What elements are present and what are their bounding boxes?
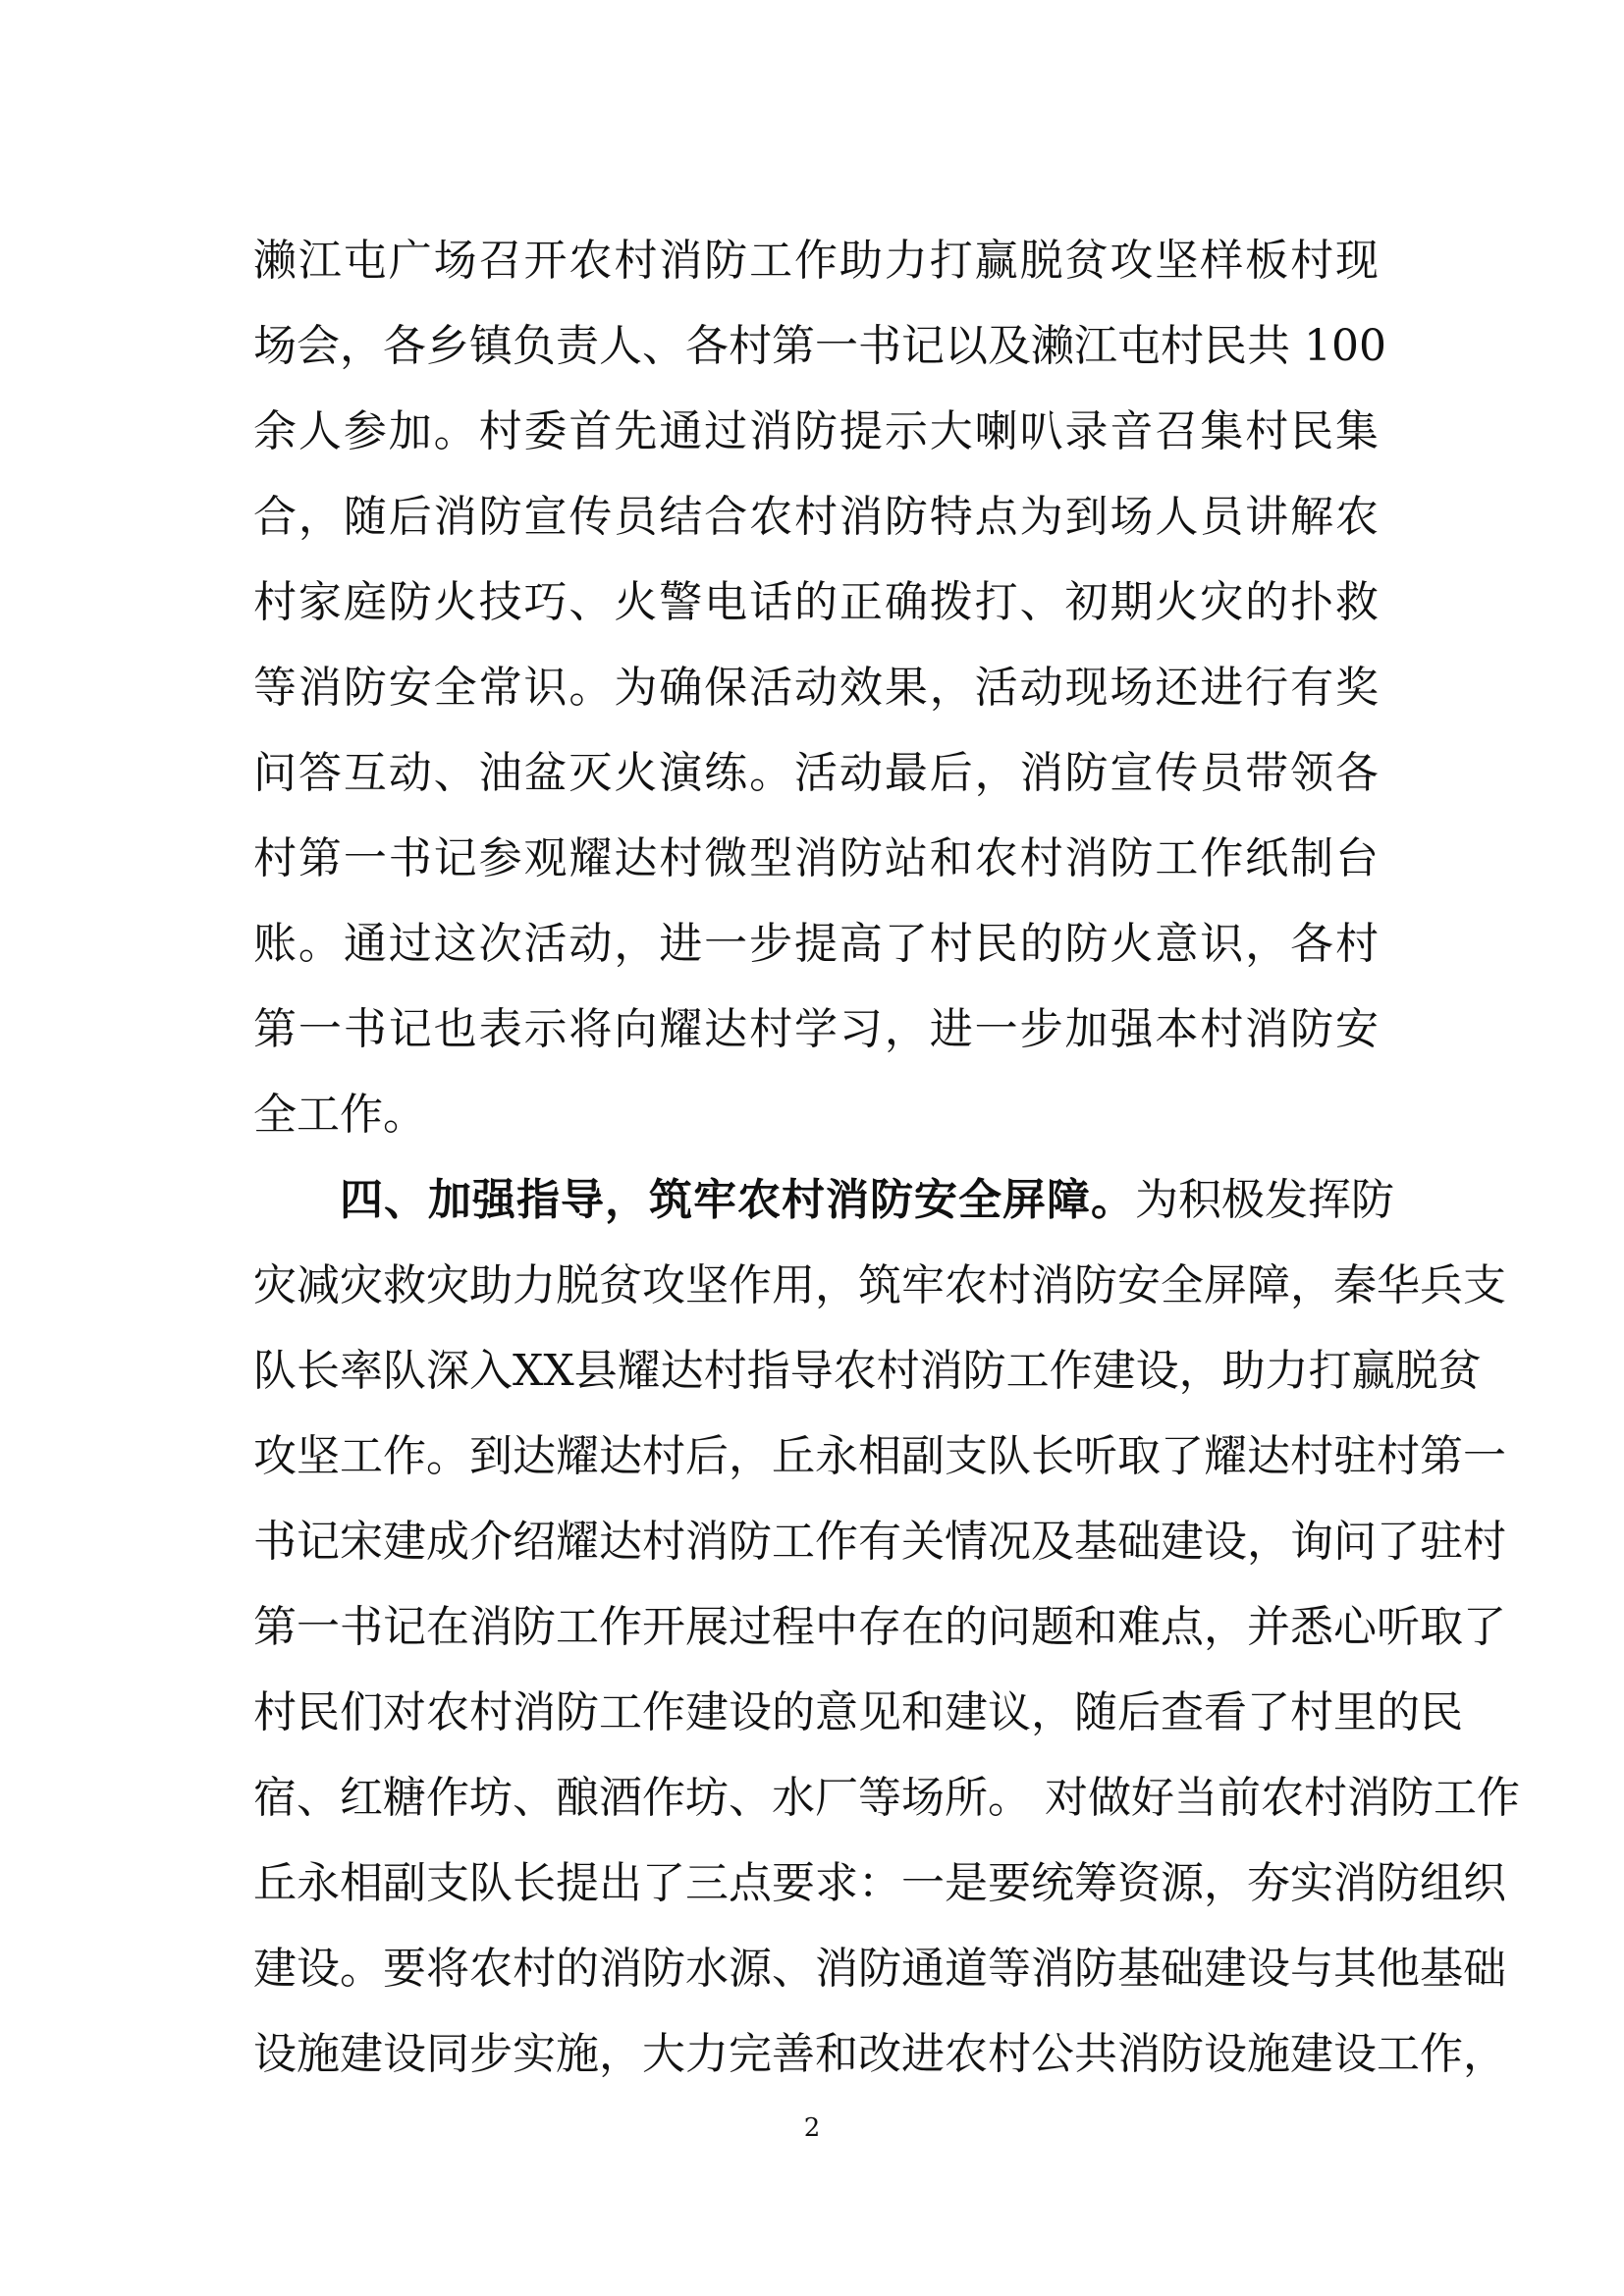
- page-number: 2: [803, 2113, 821, 2143]
- body-text: [253, 218, 1520, 2097]
- section-line: 队长率队深入XX县耀达村指导农村消防工作建设，助力打赢脱贫: [253, 1346, 1482, 1396]
- section-line: 灾减灾救灾助力脱贫攻坚作用，筑牢农村消防安全屏障，秦华兵支: [253, 1260, 1506, 1310]
- section-heading: 四、加强指导，筑牢农村消防安全屏障。: [340, 1175, 1135, 1225]
- paragraph-line: 账。通过这次活动，进一步提高了村民的防火意识，各村: [253, 919, 1379, 969]
- section-line: 书记宋建成介绍耀达村消防工作有关情况及基础建设，询问了驻村: [253, 1517, 1506, 1567]
- paragraph-line: 余人参加。村委首先通过消防提示大喇叭录音召集村民集: [253, 406, 1379, 456]
- paragraph-line: 合，随后消防宣传员结合农村消防特点为到场人员讲解农: [253, 492, 1379, 542]
- section-line: 丘永相副支队长提出了三点要求：一是要统筹资源，夯实消防组织: [253, 1858, 1506, 1908]
- section-line: 建设。要将农村的消防水源、消防通道等消防基础建设与其他基础: [253, 1944, 1506, 1994]
- section-line: 第一书记在消防工作开展过程中存在的问题和难点，并悉心听取了: [253, 1602, 1506, 1652]
- paragraph-last-line: 全工作。: [253, 1090, 426, 1140]
- paragraph-line: 村家庭防火技巧、火警电话的正确拨打、初期火灾的扑救: [253, 577, 1379, 627]
- paragraph-line: 问答互动、油盆灭火演练。活动最后，消防宣传员带领各: [253, 748, 1379, 798]
- paragraph-line: 村第一书记参观耀达村微型消防站和农村消防工作纸制台: [253, 833, 1379, 883]
- paragraph-line: 第一书记也表示将向耀达村学习，进一步加强本村消防安: [253, 1004, 1379, 1054]
- section-heading-tail: 为积极发挥防: [1135, 1175, 1394, 1225]
- paragraph-line: 濑江屯广场召开农村消防工作助力打赢脱贫攻坚样板村现: [253, 236, 1379, 286]
- paragraph-line: 场会，各乡镇负责人、各村第一书记以及濑江屯村民共 100: [253, 321, 1386, 371]
- paragraph-line: 等消防安全常识。为确保活动效果，活动现场还进行有奖: [253, 663, 1379, 713]
- section-line: 村民们对农村消防工作建设的意见和建议，随后查看了村里的民: [253, 1687, 1463, 1737]
- section-line: 攻坚工作。到达耀达村后，丘永相副支队长听取了耀达村驻村第一: [253, 1431, 1506, 1481]
- section-heading-line: [253, 1157, 1394, 1243]
- section-line: 宿、红糖作坊、酿酒作坊、水厂等场所。 对做好当前农村消防工作: [253, 1773, 1520, 1823]
- section-line: 设施建设同步实施，大力完善和改进农村公共消防设施建设工作，: [253, 2029, 1506, 2079]
